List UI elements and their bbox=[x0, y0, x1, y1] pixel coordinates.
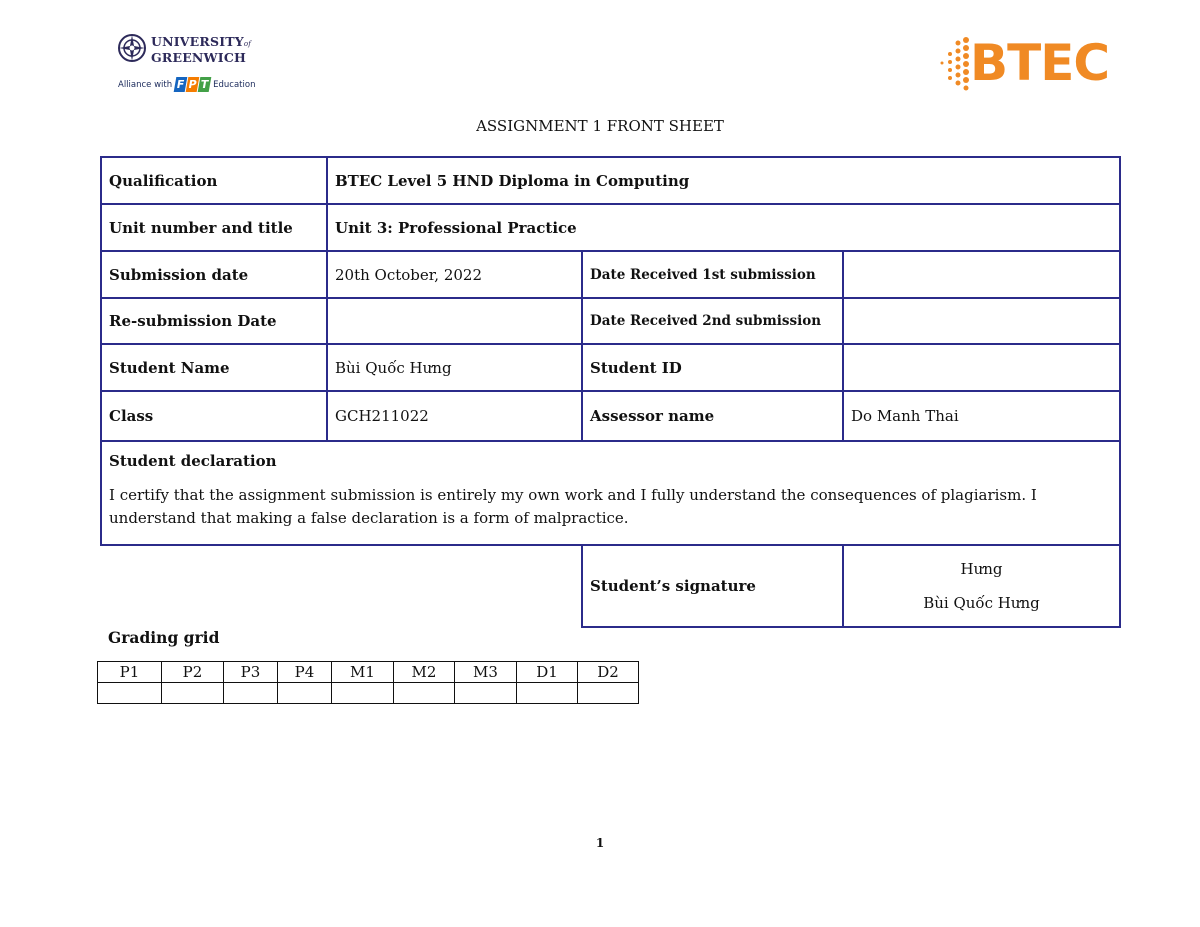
qualification-value: BTEC Level 5 HND Diploma in Computing bbox=[327, 157, 1120, 204]
grading-header-row bbox=[98, 662, 639, 683]
resubmission-date-value bbox=[327, 298, 582, 344]
btec-wordmark: BTEC bbox=[970, 34, 1110, 92]
resubmission-row bbox=[101, 298, 1120, 344]
assessor-value: Do Manh Thai bbox=[843, 391, 1120, 441]
declaration-heading: Student declaration bbox=[109, 452, 277, 470]
grade-value-m3 bbox=[455, 683, 517, 704]
student-name-row bbox=[101, 344, 1120, 391]
signature-label: Student’s signature bbox=[582, 545, 843, 627]
grade-header-d1: D1 bbox=[517, 662, 578, 683]
submission-date-label: Submission date bbox=[101, 251, 327, 298]
grade-value-d2 bbox=[578, 683, 639, 704]
grade-header-m2: M2 bbox=[394, 662, 455, 683]
grade-value-p2 bbox=[162, 683, 224, 704]
grade-header-d2: D2 bbox=[578, 662, 639, 683]
class-label: Class bbox=[101, 391, 327, 441]
assessor-label: Assessor name bbox=[582, 391, 843, 441]
fpt-alliance-line: Alliance with F P T Education bbox=[118, 78, 256, 91]
date-received-1-label: Date Received 1st submission bbox=[582, 251, 843, 298]
grade-header-p1: P1 bbox=[98, 662, 162, 683]
signature-line-1: Hưng bbox=[960, 560, 1003, 578]
unit-value: Unit 3: Professional Practice bbox=[327, 204, 1120, 251]
unit-label: Unit number and title bbox=[101, 204, 327, 251]
btec-logo bbox=[936, 34, 1121, 92]
grade-header-p3: P3 bbox=[224, 662, 278, 683]
grade-header-p4: P4 bbox=[278, 662, 332, 683]
class-value: GCH211022 bbox=[327, 391, 582, 441]
document-title: ASSIGNMENT 1 FRONT SHEET bbox=[476, 117, 724, 135]
grade-header-m1: M1 bbox=[332, 662, 394, 683]
grading-grid bbox=[97, 661, 639, 704]
grade-value-p1 bbox=[98, 683, 162, 704]
grade-value-d1 bbox=[517, 683, 578, 704]
class-row bbox=[101, 391, 1120, 441]
grade-header-m3: M3 bbox=[455, 662, 517, 683]
grade-value-m2 bbox=[394, 683, 455, 704]
student-name-label: Student Name bbox=[101, 344, 327, 391]
grading-value-row bbox=[98, 683, 639, 704]
resubmission-date-label: Re-submission Date bbox=[101, 298, 327, 344]
grade-header-p2: P2 bbox=[162, 662, 224, 683]
page-number: 1 bbox=[595, 836, 605, 850]
fpt-logo: F P T bbox=[175, 78, 210, 91]
signature-table bbox=[581, 544, 1121, 628]
grade-value-p4 bbox=[278, 683, 332, 704]
grade-value-m1 bbox=[332, 683, 394, 704]
date-received-2-label: Date Received 2nd submission bbox=[582, 298, 843, 344]
submission-date-value: 20th October, 2022 bbox=[327, 251, 582, 298]
front-sheet-table bbox=[100, 156, 1121, 546]
btec-dot-pattern-icon bbox=[936, 34, 974, 92]
student-id-label: Student ID bbox=[582, 344, 843, 391]
qualification-label: Qualification bbox=[101, 157, 327, 204]
university-name: UNIVERSITYof GREENWICH bbox=[151, 34, 252, 65]
university-of-greenwich-logo bbox=[117, 33, 256, 95]
qualification-row bbox=[101, 157, 1120, 204]
grade-value-p3 bbox=[224, 683, 278, 704]
signature-cell bbox=[843, 545, 1120, 627]
greenwich-seal-icon bbox=[117, 33, 147, 63]
declaration-text: I certify that the assignment submission is entirely my own work and I fully understand the consequences of plagiarism. I understand that making a false declaration is a form of malpractice. bbox=[109, 486, 1037, 527]
student-id-value bbox=[843, 344, 1120, 391]
signature-line-2: Bùi Quốc Hưng bbox=[923, 594, 1040, 612]
declaration-cell bbox=[101, 441, 1120, 545]
student-name-value: Bùi Quốc Hưng bbox=[327, 344, 582, 391]
declaration-row bbox=[101, 441, 1120, 545]
submission-row bbox=[101, 251, 1120, 298]
date-received-1-value bbox=[843, 251, 1120, 298]
date-received-2-value bbox=[843, 298, 1120, 344]
unit-row bbox=[101, 204, 1120, 251]
grading-grid-title: Grading grid bbox=[108, 628, 220, 647]
